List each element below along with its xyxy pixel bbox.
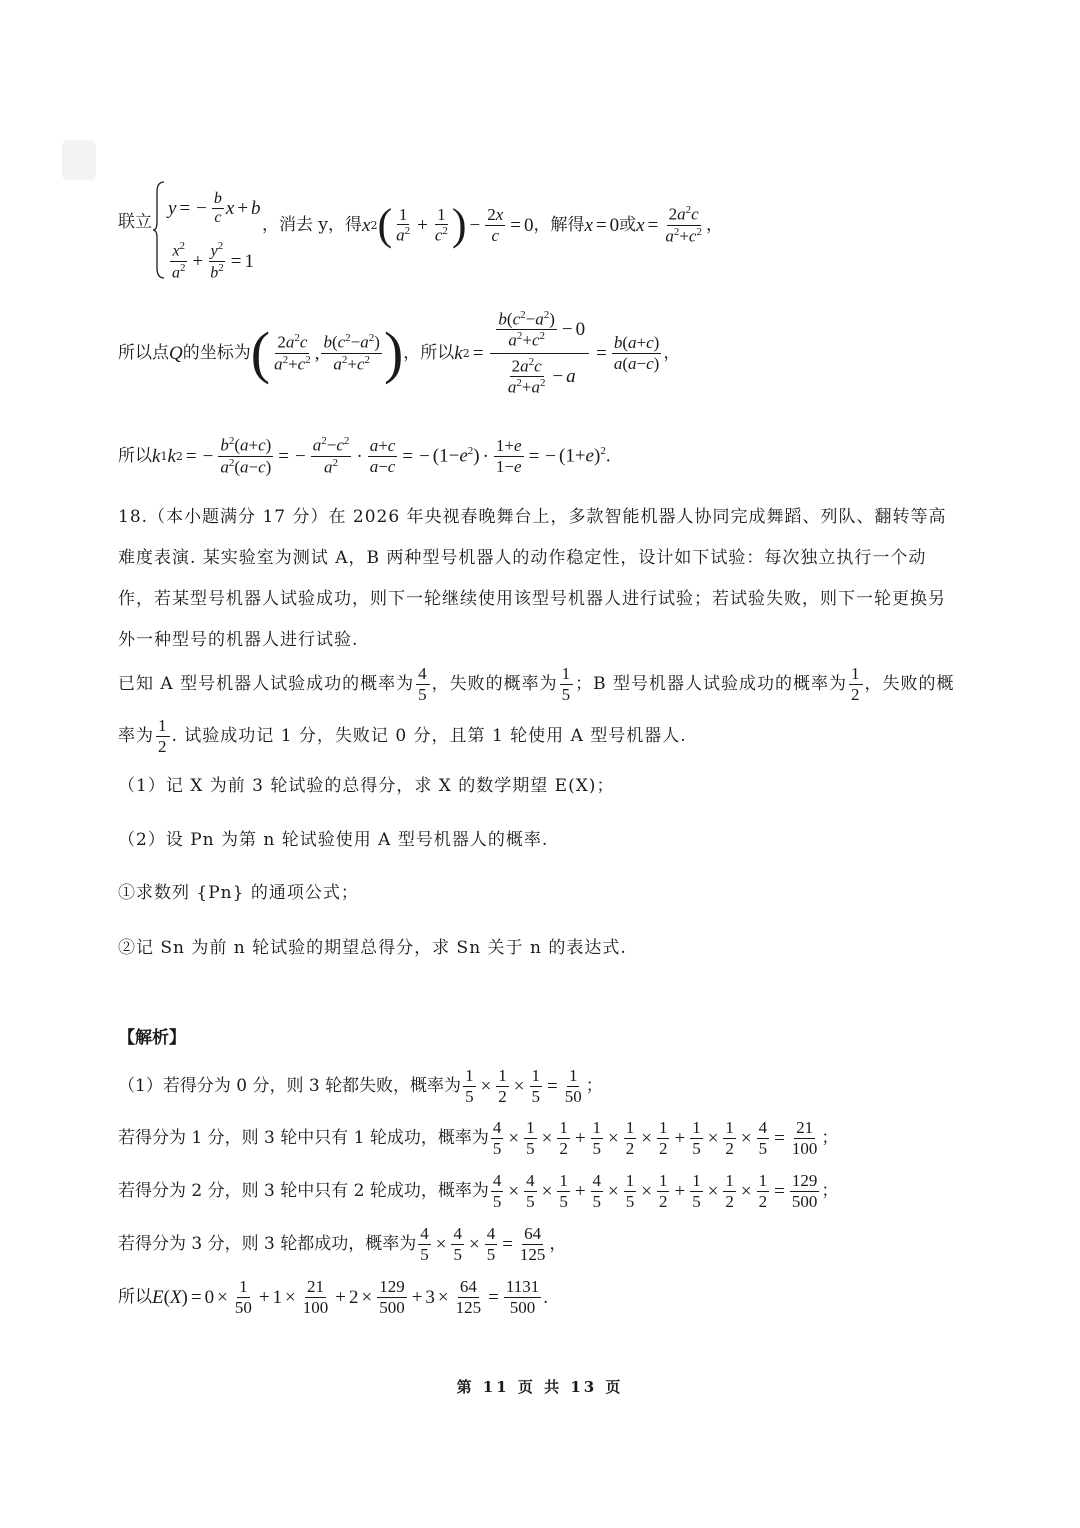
point-q-line: 所以点 Q 的坐标为 ( $\frac{2a^2c}{a^2+c^2}$ , $\frac{b(c^2-a^2)}{a^2+c^2}$ ) ，所以 k 2 = $\frac{b(c^2-a^2)}{a^2+c^2}$ − 0 $\frac{2a^2c}{a^2+a^2}$ − a = $\frac{b(a+c)}{a(a-c)}$ ，: [118, 309, 681, 397]
rate-tail: . 试验成功记 1 分，失败记 0 分，且第 1 轮使用 A 型号机器人.: [171, 725, 687, 746]
given-fail-text: ，失败的概率为: [431, 673, 558, 694]
product-lead: 所以: [118, 445, 152, 466]
rate-lead: 率为: [118, 725, 154, 746]
problem-18-statement: 18.（本小题满分 17 分）在 2026 年央视春晚舞台上，多款智能机器人协同完成舞蹈、列队、翻转等高难度表演. 某实验室为测试 A，B 两种型号机器人的动作稳定性，设计如下试验：每次独立执行一个动作，若某型号机器人试验成功，则下一轮继续使用该型号机器人进行试验；若试验失败，则下一轮更换另外一种型号的机器人进行试验.: [118, 507, 947, 650]
question-2: （2）设 Pn 为第 n 轮试验使用 A 型号机器人的概率.: [118, 830, 549, 850]
solution-text-0: （1）若得分为 0 分，则 3 轮都失败，概率为: [118, 1075, 462, 1096]
point-q-tail: ，: [663, 342, 681, 363]
solution-heading: 【解析】: [118, 1028, 186, 1048]
solution-line-4: 所以 E ( X ) = 0 × $\frac{1}{50}$ + 1 × $\frac{21}{100}$ + 2 × $\frac{129}{500}$ + 3 × $\frac{64}{125}$ = $\frac{1131}{500}$ .: [118, 1276, 548, 1317]
solution-text-3: 若得分为 3 分，则 3 轮都成功，概率为: [118, 1233, 417, 1254]
system-mid: ，消去 y，得: [262, 214, 363, 235]
solution-text-1: 若得分为 1 分，则 3 轮中只有 1 轮成功，概率为: [118, 1127, 489, 1148]
left-brace-icon: [152, 180, 166, 280]
given-line: 已知 A 型号机器人试验成功的概率为 $\frac{4}{5}$ ，失败的概率为 $\frac{1}{5}$ ；B 型号机器人试验成功的概率为 $\frac{1}{2}$ ，失败的概: [118, 663, 955, 704]
system-eq2: $\frac{x^2}{a^2}$ + $\frac{y^2}{b^2}$ = 1: [172, 240, 254, 282]
point-q-suffix: ，所以: [403, 342, 455, 363]
system-result: ，消去 y，得 x 2 ( $\frac{1}{a^2}$ + $\frac{1}{c^2}$ ) − $\frac{2x}{c}$ = 0 ，解得 x = 0 或 x = $\frac{2a^2c}{a^2+c^2}$ ，: [262, 200, 723, 249]
given-b-text: ；B 型号机器人试验成功的概率为: [575, 673, 847, 694]
point-q-lead: 所以点: [118, 342, 169, 363]
given-bfail-text: ，失败的概: [864, 673, 955, 694]
scan-smudge: [62, 140, 96, 180]
solution-line-0: （1）若得分为 0 分，则 3 轮都失败，概率为 $\frac{1}{5}$ × $\frac{1}{2}$ × $\frac{1}{5}$ = $\frac{1}{50}$ ；: [118, 1065, 603, 1106]
page-footer: 第 11 页 共 13 页: [456, 1378, 624, 1396]
k2-complex-fraction: $\frac{b(c^2-a^2)}{a^2+c^2}$ − 0 $\frac{2a^2c}{a^2+a^2}$ − a: [490, 309, 589, 397]
system-eq1: y = − $\frac{b}{c}$ x + b: [168, 190, 261, 227]
rate-line: 率为 $\frac{1}{2}$ . 试验成功记 1 分，失败记 0 分，且第 1 轮使用 A 型号机器人.: [118, 715, 687, 756]
system-lead: 联立: [118, 212, 152, 232]
solution-line-1: 若得分为 1 分，则 3 轮中只有 1 轮成功，概率为 $\frac{4}{5}$ × $\frac{1}{5}$ × $\frac{1}{2}$ + $\frac{1}{5}$ × $\frac{1}{2}$ × $\frac{1}{2}$ + $\frac{1}{5}$ × $\frac{1}{2}$ × $\frac{4}{5}$ = $\frac{21}{100}$ ；: [118, 1117, 839, 1158]
point-q-mid: 的坐标为: [182, 342, 251, 363]
system-line: [118, 214, 152, 231]
solution-text-4: 所以: [118, 1286, 152, 1307]
question-2-part-1: ①求数列 {Pn} 的通项公式；: [118, 883, 359, 903]
product-line: 所以 k 1 k 2 = − $\frac{b^2(a+c)}{a^2(a-c)}$ = − $\frac{a^2-c^2}{a^2}$ · $\frac{a+c}{a-c}$ = − $(1-e^2)$ · $\frac{1+e}{1-e}$ = − $(1+e)^2$.: [118, 435, 611, 477]
system-result-text: ，解得: [533, 214, 585, 235]
solution-line-3: 若得分为 3 分，则 3 轮都成功，概率为 $\frac{4}{5}$ × $\frac{4}{5}$ × $\frac{4}{5}$ = $\frac{64}{125}$ ，: [118, 1223, 567, 1264]
solution-line-2: 若得分为 2 分，则 3 轮中只有 2 轮成功，概率为 $\frac{4}{5}$ × $\frac{4}{5}$ × $\frac{1}{5}$ + $\frac{4}{5}$ × $\frac{1}{5}$ × $\frac{1}{2}$ + $\frac{1}{5}$ × $\frac{1}{2}$ × $\frac{1}{2}$ = $\frac{129}{500}$ ；: [118, 1170, 839, 1211]
solution-text-2: 若得分为 2 分，则 3 轮中只有 2 轮成功，概率为: [118, 1180, 489, 1201]
question-2-part-2: ②记 Sn 为前 n 轮试验的期望总得分，求 Sn 关于 n 的表达式.: [118, 938, 627, 958]
given-a-text: 已知 A 型号机器人试验成功的概率为: [118, 673, 415, 694]
system-tail: ，: [705, 214, 723, 235]
question-1: （1）记 X 为前 3 轮试验的总得分，求 X 的数学期望 E(X)；: [118, 776, 615, 796]
system-or: 或: [619, 214, 637, 235]
